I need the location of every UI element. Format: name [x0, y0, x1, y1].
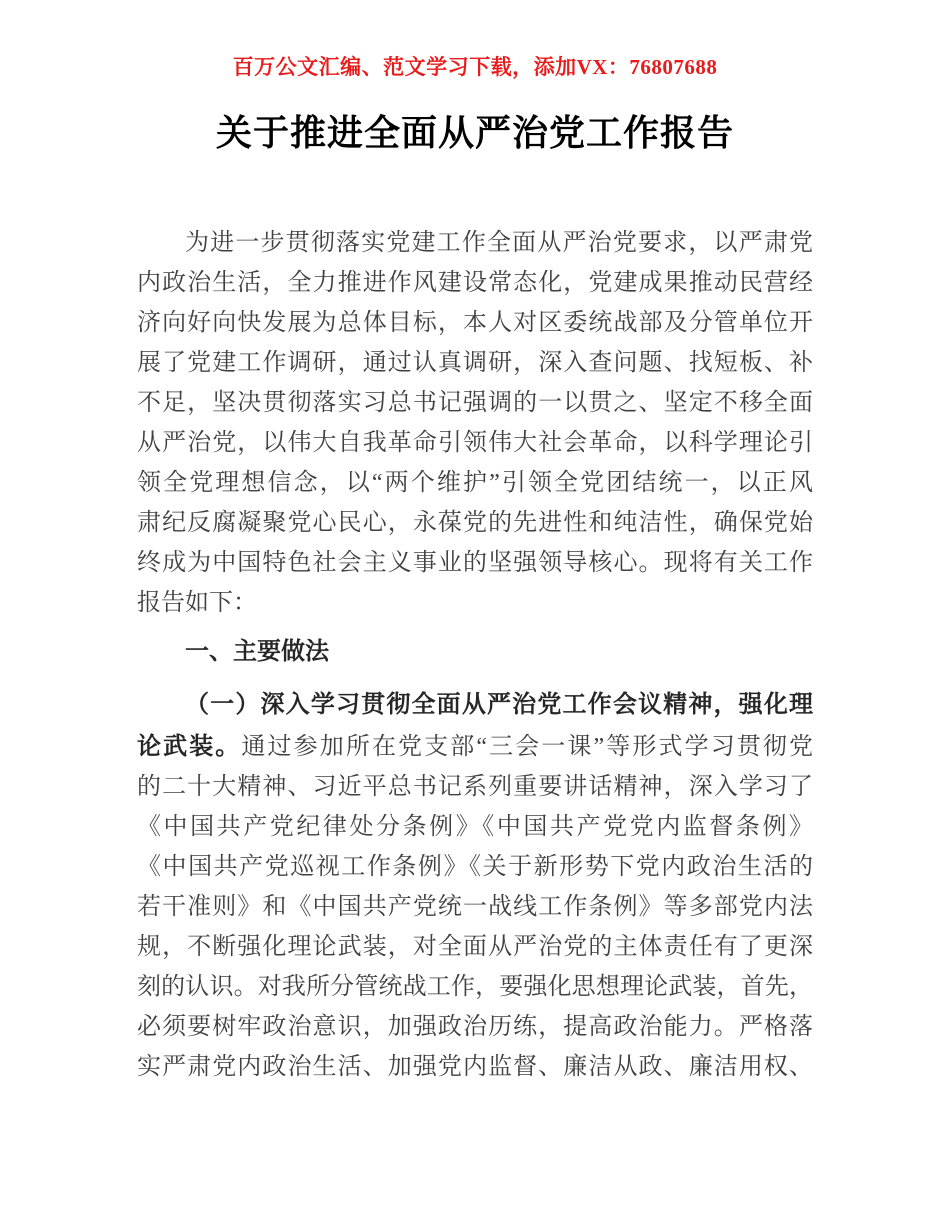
body-line — [137, 847, 813, 887]
text-run: 若干准则》和《中国共产党统一战线工作条例》等多部党内法 — [137, 894, 813, 920]
section-heading-line — [137, 632, 813, 672]
text-run: 《中国共产党巡视工作条例》《关于新形势下党内政治生活的 — [137, 854, 813, 880]
body-line — [137, 727, 813, 767]
text-run: 的二十大精神、习近平总书记系列重要讲话精神，深入学习了 — [137, 774, 813, 800]
intro-line — [137, 503, 813, 543]
text-run: 通过参加所在党支部“三会一课”等形式学习贯彻党 — [241, 734, 813, 760]
body-line — [137, 807, 813, 847]
intro-line — [137, 423, 813, 463]
text-run: 实严肃党内政治生活、加强党内监督、廉洁从政、廉洁用权、 — [137, 1054, 813, 1080]
text-run: 领全党理想信念，以“两个维护”引领全党团结统一，以正风 — [137, 470, 813, 496]
text-run: 内政治生活，全力推进作风建设常态化，党建成果推动民营经 — [137, 270, 813, 296]
text-run: 为进一步贯彻落实党建工作全面从严治党要求，以严肃党 — [185, 230, 813, 256]
header-promo-notice: 百万公文汇编、范文学习下载，添加VX：76807688 — [232, 55, 718, 79]
text-run: 《中国共产党纪律处分条例》《中国共产党党内监督条例》 — [137, 814, 813, 840]
text-run: 刻的认识。对我所分管统战工作，要强化思想理论武装，首先， — [137, 974, 813, 1000]
intro-line — [137, 463, 813, 503]
body-line — [137, 1047, 813, 1087]
intro-line — [137, 543, 813, 583]
text-run: 必须要树牢政治意识，加强政治历练，提高政治能力。严格落 — [137, 1014, 813, 1040]
intro-line — [137, 583, 813, 623]
body-line — [137, 887, 813, 927]
text-run: 从严治党，以伟大自我革命引领伟大社会革命，以科学理论引 — [137, 430, 813, 456]
text-run: 不足，坚决贯彻落实习总书记强调的一以贯之、坚定不移全面 — [137, 390, 813, 416]
text-run: 报告如下： — [137, 590, 257, 616]
text-run: 终成为中国特色社会主义事业的坚强领导核心。现将有关工作 — [137, 550, 813, 576]
text-run: 肃纪反腐凝聚党心民心，永葆党的先进性和纯洁性，确保党始 — [137, 510, 813, 536]
document-title: 关于推进全面从严治党工作报告 — [215, 113, 734, 153]
intro-line — [137, 303, 813, 343]
body-line — [137, 1007, 813, 1047]
body-line — [137, 767, 813, 807]
subsection-heading-line — [137, 685, 813, 725]
intro-line — [137, 263, 813, 303]
bold-text-run: 一、主要做法 — [185, 639, 329, 665]
text-run: 规，不断强化理论武装，对全面从严治党的主体责任有了更深 — [137, 934, 813, 960]
bold-text-run: 论武装。 — [137, 734, 242, 760]
text-run: 展了党建工作调研，通过认真调研，深入查问题、找短板、补 — [137, 350, 813, 376]
intro-line — [137, 383, 813, 423]
document-body — [137, 223, 813, 1087]
body-line — [137, 967, 813, 1007]
text-run: 济向好向快发展为总体目标，本人对区委统战部及分管单位开 — [137, 310, 813, 336]
bold-text-run: （一）深入学习贯彻全面从严治党工作会议精神，强化理 — [185, 692, 813, 718]
intro-line — [137, 223, 813, 263]
body-line — [137, 927, 813, 967]
intro-line — [137, 343, 813, 383]
